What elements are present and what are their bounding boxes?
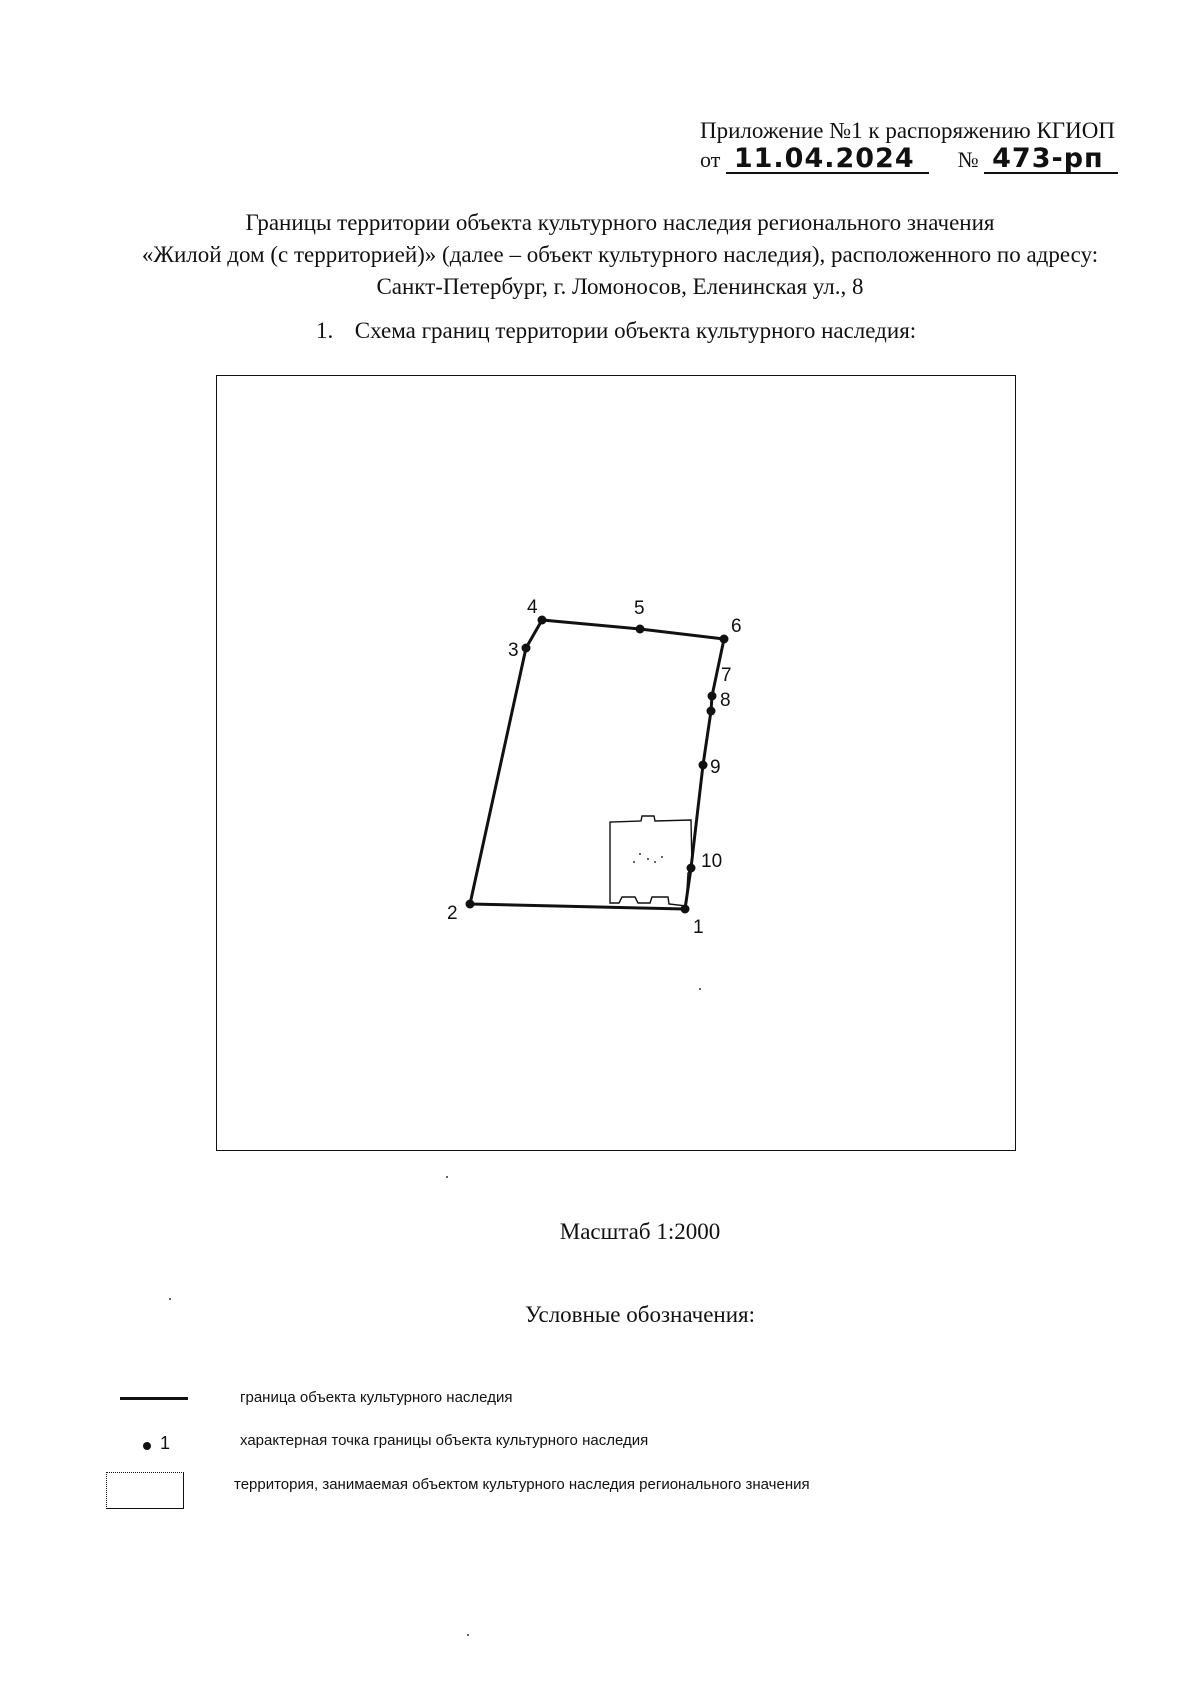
legend-title: Условные обозначения: (524, 1302, 756, 1327)
boundary-map (216, 375, 1016, 1151)
boundary-line (470, 620, 724, 909)
scheme-number: 1. (316, 318, 334, 343)
point-label-7: 7 (721, 665, 732, 686)
boundary-point-8 (707, 707, 716, 716)
date-prefix: от (700, 147, 721, 172)
boundary-point-7 (708, 692, 717, 701)
scan-speck (467, 1634, 469, 1636)
boundary-point-6 (720, 635, 729, 644)
document-title (60, 207, 1180, 303)
legend-area-label: территория, занимаемая объектом культурного наследия регионального значения (234, 1476, 810, 1493)
legend-boundary-label: граница объекта культурного наследия (240, 1389, 513, 1406)
boundary-point-2 (466, 900, 475, 909)
order-date-number (700, 143, 1180, 174)
point-label-2: 2 (447, 903, 458, 924)
building-footprint (610, 816, 692, 906)
boundary-point-4 (538, 616, 547, 625)
point-label-8: 8 (720, 690, 731, 711)
scheme-heading (316, 318, 916, 344)
legend-point-label: характерная точка границы объекта культурного наследия (240, 1432, 649, 1449)
boundary-point-3 (522, 644, 531, 653)
point-label-6: 6 (731, 616, 742, 637)
title-line-1: Границы территории объекта культурного наследия регионального значения (245, 210, 995, 235)
legend-area-symbol (106, 1472, 184, 1509)
number-prefix: № (957, 147, 979, 172)
title-line-3: Санкт-Петербург, г. Ломоносов, Еленинская ул., 8 (376, 274, 864, 299)
boundary-point-10 (687, 864, 696, 873)
point-label-1: 1 (693, 917, 704, 938)
legend-point-number: 1 (160, 1433, 171, 1453)
boundary-points (466, 616, 729, 914)
boundary-point-1 (681, 905, 690, 914)
order-number: 473-рп (984, 146, 1118, 174)
point-label-10: 10 (701, 851, 723, 872)
appendix-reference: Приложение №1 к распоряжению КГИОП (700, 118, 1115, 143)
point-label-3: 3 (508, 640, 519, 661)
point-label-9: 9 (710, 757, 721, 778)
order-date: 11.04.2024 (726, 146, 929, 174)
scan-speck (169, 1298, 171, 1300)
legend-boundary-line-symbol (120, 1397, 188, 1400)
boundary-map-drawing (217, 376, 1017, 1152)
title-line-2: «Жилой дом (с территорией)» (далее – объект культурного наследия), расположенного по адресу: (141, 242, 1099, 267)
scheme-heading-text: Схема границ территории объекта культурного наследия: (354, 318, 917, 343)
boundary-point-9 (699, 761, 708, 770)
scan-speck (446, 1176, 448, 1178)
point-label-4: 4 (527, 597, 538, 618)
point-label-5: 5 (634, 598, 645, 619)
map-scale: Масштаб 1:2000 (559, 1219, 721, 1244)
boundary-point-5 (636, 625, 645, 634)
legend-point-symbol (143, 1442, 151, 1450)
